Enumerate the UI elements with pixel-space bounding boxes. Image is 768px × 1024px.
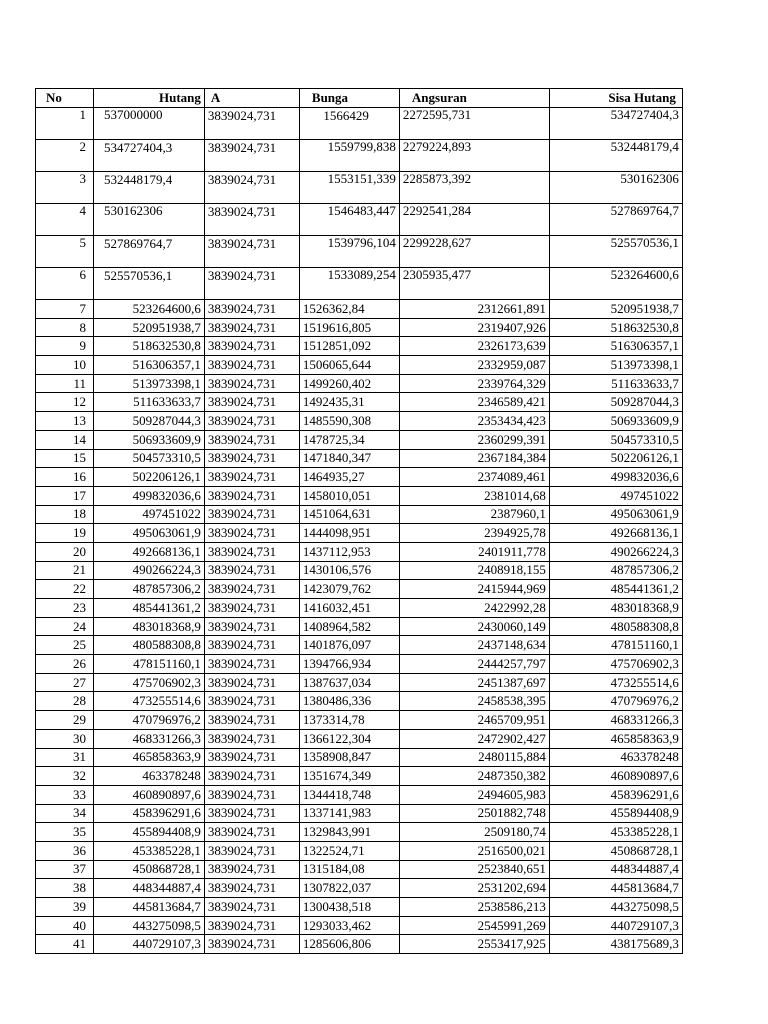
cell-a: 3839024,731 [204, 430, 299, 449]
cell-bunga: 1437112,953 [299, 542, 399, 561]
cell-angsuran: 2346589,421 [399, 393, 549, 412]
cell-sisa-hutang: 506933609,9 [549, 412, 682, 431]
cell-hutang: 511633633,7 [94, 393, 205, 412]
cell-bunga: 1373314,78 [299, 711, 399, 730]
cell-angsuran: 2367184,384 [399, 449, 549, 468]
header-a: A [204, 89, 299, 108]
cell-angsuran: 2279224,893 [399, 140, 549, 172]
cell-a: 3839024,731 [204, 916, 299, 935]
table-row [36, 692, 683, 711]
cell-sisa-hutang: 511633633,7 [549, 374, 682, 393]
cell-angsuran: 2360299,391 [399, 430, 549, 449]
cell-bunga: 1526362,84 [299, 300, 399, 319]
cell-no: 16 [36, 468, 94, 487]
cell-bunga: 1464935,27 [299, 468, 399, 487]
cell-bunga: 1546483,447 [299, 204, 399, 236]
header-hutang: Hutang [94, 89, 205, 108]
cell-no: 8 [36, 318, 94, 337]
cell-no: 29 [36, 711, 94, 730]
cell-sisa-hutang: 455894408,9 [549, 804, 682, 823]
table-row [36, 468, 683, 487]
cell-a: 3839024,731 [204, 935, 299, 954]
table-row [36, 823, 683, 842]
cell-hutang: 465858363,9 [94, 748, 205, 767]
cell-no: 1 [36, 108, 94, 140]
cell-no: 41 [36, 935, 94, 954]
table-row [36, 580, 683, 599]
cell-hutang: 502206126,1 [94, 468, 205, 487]
cell-sisa-hutang: 448344887,4 [549, 860, 682, 879]
cell-a: 3839024,731 [204, 505, 299, 524]
table-row [36, 505, 683, 524]
cell-sisa-hutang: 480588308,8 [549, 617, 682, 636]
table-row [36, 449, 683, 468]
cell-no: 15 [36, 449, 94, 468]
cell-bunga: 1366122,304 [299, 729, 399, 748]
cell-bunga: 1416032,451 [299, 599, 399, 618]
cell-bunga: 1285606,806 [299, 935, 399, 954]
cell-a: 3839024,731 [204, 655, 299, 674]
cell-bunga: 1307822,037 [299, 879, 399, 898]
table-row [36, 841, 683, 860]
cell-angsuran: 2339764,329 [399, 374, 549, 393]
cell-a: 3839024,731 [204, 711, 299, 730]
cell-sisa-hutang: 445813684,7 [549, 879, 682, 898]
cell-no: 31 [36, 748, 94, 767]
cell-hutang: 487857306,2 [94, 580, 205, 599]
cell-angsuran: 2394925,78 [399, 524, 549, 543]
cell-no: 39 [36, 898, 94, 917]
cell-hutang: 460890897,6 [94, 785, 205, 804]
cell-no: 21 [36, 561, 94, 580]
cell-sisa-hutang: 468331266,3 [549, 711, 682, 730]
cell-no: 30 [36, 729, 94, 748]
cell-sisa-hutang: 492668136,1 [549, 524, 682, 543]
cell-no: 33 [36, 785, 94, 804]
cell-angsuran: 2523840,651 [399, 860, 549, 879]
cell-sisa-hutang: 523264600,6 [549, 268, 682, 300]
cell-hutang: 455894408,9 [94, 823, 205, 842]
cell-no: 2 [36, 140, 94, 172]
table-row [36, 524, 683, 543]
cell-hutang: 497451022 [94, 505, 205, 524]
cell-sisa-hutang: 463378248 [549, 748, 682, 767]
cell-sisa-hutang: 475706902,3 [549, 655, 682, 674]
table-row [36, 374, 683, 393]
cell-a: 3839024,731 [204, 692, 299, 711]
cell-bunga: 1492435,31 [299, 393, 399, 412]
cell-sisa-hutang: 473255514,6 [549, 673, 682, 692]
cell-sisa-hutang: 443275098,5 [549, 898, 682, 917]
cell-a: 3839024,731 [204, 748, 299, 767]
table-row [36, 860, 683, 879]
cell-no: 7 [36, 300, 94, 319]
cell-no: 27 [36, 673, 94, 692]
cell-hutang: 483018368,9 [94, 617, 205, 636]
cell-no: 24 [36, 617, 94, 636]
cell-bunga: 1539796,104 [299, 236, 399, 268]
cell-no: 28 [36, 692, 94, 711]
table-row [36, 108, 683, 140]
cell-no: 23 [36, 599, 94, 618]
cell-a: 3839024,731 [204, 356, 299, 375]
cell-no: 14 [36, 430, 94, 449]
cell-hutang: 499832036,6 [94, 486, 205, 505]
cell-bunga: 1566429 [299, 108, 399, 140]
cell-angsuran: 2401911,778 [399, 542, 549, 561]
cell-angsuran: 2430060,149 [399, 617, 549, 636]
table-row [36, 673, 683, 692]
cell-sisa-hutang: 497451022 [549, 486, 682, 505]
cell-no: 20 [36, 542, 94, 561]
cell-no: 3 [36, 172, 94, 204]
cell-bunga: 1444098,951 [299, 524, 399, 543]
cell-no: 26 [36, 655, 94, 674]
table-row [36, 140, 683, 172]
cell-hutang: 516306357,1 [94, 356, 205, 375]
cell-angsuran: 2312661,891 [399, 300, 549, 319]
cell-sisa-hutang: 516306357,1 [549, 337, 682, 356]
cell-angsuran: 2292541,284 [399, 204, 549, 236]
cell-a: 3839024,731 [204, 449, 299, 468]
cell-bunga: 1423079,762 [299, 580, 399, 599]
cell-sisa-hutang: 453385228,1 [549, 823, 682, 842]
cell-hutang: 463378248 [94, 767, 205, 786]
cell-hutang: 530162306 [94, 204, 205, 236]
cell-sisa-hutang: 518632530,8 [549, 318, 682, 337]
cell-sisa-hutang: 499832036,6 [549, 468, 682, 487]
cell-a: 3839024,731 [204, 468, 299, 487]
cell-a: 3839024,731 [204, 561, 299, 580]
table-row [36, 393, 683, 412]
cell-angsuran: 2509180,74 [399, 823, 549, 842]
cell-sisa-hutang: 485441361,2 [549, 580, 682, 599]
cell-a: 3839024,731 [204, 823, 299, 842]
table-row [36, 748, 683, 767]
cell-hutang: 458396291,6 [94, 804, 205, 823]
cell-hutang: 506933609,9 [94, 430, 205, 449]
cell-angsuran: 2285873,392 [399, 172, 549, 204]
cell-hutang: 480588308,8 [94, 636, 205, 655]
table-row [36, 599, 683, 618]
cell-bunga: 1519616,805 [299, 318, 399, 337]
cell-no: 22 [36, 580, 94, 599]
cell-bunga: 1512851,092 [299, 337, 399, 356]
table-row [36, 236, 683, 268]
table-body [36, 108, 683, 954]
cell-sisa-hutang: 513973398,1 [549, 356, 682, 375]
cell-bunga: 1533089,254 [299, 268, 399, 300]
cell-sisa-hutang: 504573310,5 [549, 430, 682, 449]
cell-a: 3839024,731 [204, 486, 299, 505]
cell-a: 3839024,731 [204, 729, 299, 748]
header-bunga: Bunga [299, 89, 399, 108]
cell-hutang: 485441361,2 [94, 599, 205, 618]
table-row [36, 337, 683, 356]
cell-sisa-hutang: 465858363,9 [549, 729, 682, 748]
cell-angsuran: 2494605,983 [399, 785, 549, 804]
cell-bunga: 1337141,983 [299, 804, 399, 823]
cell-bunga: 1478725,34 [299, 430, 399, 449]
cell-no: 34 [36, 804, 94, 823]
table-row [36, 935, 683, 954]
cell-bunga: 1451064,631 [299, 505, 399, 524]
table-row [36, 617, 683, 636]
cell-hutang: 473255514,6 [94, 692, 205, 711]
cell-angsuran: 2465709,951 [399, 711, 549, 730]
cell-no: 35 [36, 823, 94, 842]
cell-a: 3839024,731 [204, 542, 299, 561]
cell-bunga: 1506065,644 [299, 356, 399, 375]
table-row [36, 542, 683, 561]
cell-bunga: 1408964,582 [299, 617, 399, 636]
cell-no: 13 [36, 412, 94, 431]
cell-bunga: 1401876,097 [299, 636, 399, 655]
cell-no: 11 [36, 374, 94, 393]
cell-bunga: 1499260,402 [299, 374, 399, 393]
table-row [36, 636, 683, 655]
cell-sisa-hutang: 478151160,1 [549, 636, 682, 655]
cell-sisa-hutang: 509287044,3 [549, 393, 682, 412]
cell-a: 3839024,731 [204, 337, 299, 356]
cell-bunga: 1394766,934 [299, 655, 399, 674]
cell-a: 3839024,731 [204, 767, 299, 786]
cell-no: 17 [36, 486, 94, 505]
cell-sisa-hutang: 502206126,1 [549, 449, 682, 468]
cell-angsuran: 2422992,28 [399, 599, 549, 618]
cell-a: 3839024,731 [204, 318, 299, 337]
cell-a: 3839024,731 [204, 268, 299, 300]
cell-a: 3839024,731 [204, 879, 299, 898]
cell-bunga: 1553151,339 [299, 172, 399, 204]
cell-sisa-hutang: 525570536,1 [549, 236, 682, 268]
table-row [36, 561, 683, 580]
cell-hutang: 527869764,7 [94, 236, 205, 268]
cell-sisa-hutang: 450868728,1 [549, 841, 682, 860]
cell-hutang: 492668136,1 [94, 542, 205, 561]
cell-hutang: 520951938,7 [94, 318, 205, 337]
cell-angsuran: 2451387,697 [399, 673, 549, 692]
cell-hutang: 490266224,3 [94, 561, 205, 580]
cell-bunga: 1358908,847 [299, 748, 399, 767]
header-row [36, 89, 683, 108]
cell-hutang: 475706902,3 [94, 673, 205, 692]
cell-hutang: 525570536,1 [94, 268, 205, 300]
cell-angsuran: 2472902,427 [399, 729, 549, 748]
table-row [36, 785, 683, 804]
table-row [36, 172, 683, 204]
cell-sisa-hutang: 530162306 [549, 172, 682, 204]
cell-no: 4 [36, 204, 94, 236]
cell-a: 3839024,731 [204, 804, 299, 823]
cell-a: 3839024,731 [204, 374, 299, 393]
cell-angsuran: 2437148,634 [399, 636, 549, 655]
cell-a: 3839024,731 [204, 108, 299, 140]
cell-a: 3839024,731 [204, 860, 299, 879]
table-row [36, 412, 683, 431]
cell-sisa-hutang: 527869764,7 [549, 204, 682, 236]
cell-bunga: 1380486,336 [299, 692, 399, 711]
table-row [36, 300, 683, 319]
table-row [36, 356, 683, 375]
cell-no: 25 [36, 636, 94, 655]
cell-no: 5 [36, 236, 94, 268]
cell-hutang: 448344887,4 [94, 879, 205, 898]
cell-angsuran: 2487350,382 [399, 767, 549, 786]
cell-hutang: 537000000 [94, 108, 205, 140]
cell-angsuran: 2299228,627 [399, 236, 549, 268]
cell-angsuran: 2381014,68 [399, 486, 549, 505]
cell-bunga: 1322524,71 [299, 841, 399, 860]
cell-angsuran: 2272595,731 [399, 108, 549, 140]
header-angsuran: Angsuran [399, 89, 549, 108]
cell-a: 3839024,731 [204, 673, 299, 692]
cell-sisa-hutang: 458396291,6 [549, 785, 682, 804]
header-sisa-hutang: Sisa Hutang [549, 89, 682, 108]
cell-angsuran: 2501882,748 [399, 804, 549, 823]
cell-no: 12 [36, 393, 94, 412]
cell-no: 18 [36, 505, 94, 524]
cell-bunga: 1351674,349 [299, 767, 399, 786]
cell-bunga: 1559799,838 [299, 140, 399, 172]
cell-no: 32 [36, 767, 94, 786]
cell-no: 9 [36, 337, 94, 356]
cell-hutang: 440729107,3 [94, 935, 205, 954]
cell-hutang: 532448179,4 [94, 172, 205, 204]
cell-sisa-hutang: 534727404,3 [549, 108, 682, 140]
table-row [36, 318, 683, 337]
cell-no: 36 [36, 841, 94, 860]
cell-bunga: 1387637,034 [299, 673, 399, 692]
table-row [36, 430, 683, 449]
cell-a: 3839024,731 [204, 580, 299, 599]
table-row [36, 804, 683, 823]
cell-hutang: 453385228,1 [94, 841, 205, 860]
cell-a: 3839024,731 [204, 300, 299, 319]
cell-no: 38 [36, 879, 94, 898]
cell-hutang: 470796976,2 [94, 711, 205, 730]
cell-hutang: 509287044,3 [94, 412, 205, 431]
cell-angsuran: 2480115,884 [399, 748, 549, 767]
cell-angsuran: 2353434,423 [399, 412, 549, 431]
cell-no: 6 [36, 268, 94, 300]
cell-no: 40 [36, 916, 94, 935]
table-row [36, 204, 683, 236]
cell-angsuran: 2319407,926 [399, 318, 549, 337]
table-row [36, 486, 683, 505]
header-no: No [36, 89, 94, 108]
cell-sisa-hutang: 490266224,3 [549, 542, 682, 561]
table-row [36, 916, 683, 935]
table-row [36, 898, 683, 917]
table-row [36, 767, 683, 786]
table-row [36, 711, 683, 730]
cell-bunga: 1485590,308 [299, 412, 399, 431]
cell-a: 3839024,731 [204, 599, 299, 618]
cell-hutang: 443275098,5 [94, 916, 205, 935]
cell-a: 3839024,731 [204, 412, 299, 431]
table-row [36, 879, 683, 898]
cell-bunga: 1329843,991 [299, 823, 399, 842]
cell-a: 3839024,731 [204, 236, 299, 268]
cell-angsuran: 2326173,639 [399, 337, 549, 356]
cell-sisa-hutang: 532448179,4 [549, 140, 682, 172]
cell-no: 10 [36, 356, 94, 375]
cell-a: 3839024,731 [204, 898, 299, 917]
cell-bunga: 1315184,08 [299, 860, 399, 879]
cell-hutang: 504573310,5 [94, 449, 205, 468]
cell-hutang: 495063061,9 [94, 524, 205, 543]
cell-a: 3839024,731 [204, 172, 299, 204]
cell-sisa-hutang: 470796976,2 [549, 692, 682, 711]
cell-angsuran: 2332959,087 [399, 356, 549, 375]
cell-hutang: 534727404,3 [94, 140, 205, 172]
cell-a: 3839024,731 [204, 393, 299, 412]
cell-hutang: 450868728,1 [94, 860, 205, 879]
cell-a: 3839024,731 [204, 841, 299, 860]
cell-hutang: 523264600,6 [94, 300, 205, 319]
cell-sisa-hutang: 520951938,7 [549, 300, 682, 319]
cell-sisa-hutang: 495063061,9 [549, 505, 682, 524]
cell-sisa-hutang: 483018368,9 [549, 599, 682, 618]
cell-hutang: 445813684,7 [94, 898, 205, 917]
cell-angsuran: 2458538,395 [399, 692, 549, 711]
cell-angsuran: 2415944,969 [399, 580, 549, 599]
cell-a: 3839024,731 [204, 524, 299, 543]
cell-angsuran: 2387960,1 [399, 505, 549, 524]
cell-bunga: 1430106,576 [299, 561, 399, 580]
cell-no: 19 [36, 524, 94, 543]
cell-angsuran: 2553417,925 [399, 935, 549, 954]
cell-angsuran: 2374089,461 [399, 468, 549, 487]
cell-sisa-hutang: 440729107,3 [549, 916, 682, 935]
cell-angsuran: 2305935,477 [399, 268, 549, 300]
cell-angsuran: 2538586,213 [399, 898, 549, 917]
cell-hutang: 518632530,8 [94, 337, 205, 356]
table-row [36, 729, 683, 748]
cell-hutang: 513973398,1 [94, 374, 205, 393]
cell-bunga: 1471840,347 [299, 449, 399, 468]
cell-angsuran: 2531202,694 [399, 879, 549, 898]
cell-bunga: 1293033,462 [299, 916, 399, 935]
cell-a: 3839024,731 [204, 785, 299, 804]
cell-angsuran: 2408918,155 [399, 561, 549, 580]
cell-sisa-hutang: 460890897,6 [549, 767, 682, 786]
table-row [36, 268, 683, 300]
cell-angsuran: 2516500,021 [399, 841, 549, 860]
cell-angsuran: 2444257,797 [399, 655, 549, 674]
cell-a: 3839024,731 [204, 617, 299, 636]
table-row [36, 655, 683, 674]
cell-bunga: 1344418,748 [299, 785, 399, 804]
cell-no: 37 [36, 860, 94, 879]
loan-schedule-table [35, 88, 683, 954]
cell-hutang: 478151160,1 [94, 655, 205, 674]
cell-a: 3839024,731 [204, 140, 299, 172]
cell-bunga: 1458010,051 [299, 486, 399, 505]
cell-angsuran: 2545991,269 [399, 916, 549, 935]
cell-sisa-hutang: 487857306,2 [549, 561, 682, 580]
cell-a: 3839024,731 [204, 204, 299, 236]
cell-a: 3839024,731 [204, 636, 299, 655]
cell-bunga: 1300438,518 [299, 898, 399, 917]
cell-hutang: 468331266,3 [94, 729, 205, 748]
cell-sisa-hutang: 438175689,3 [549, 935, 682, 954]
